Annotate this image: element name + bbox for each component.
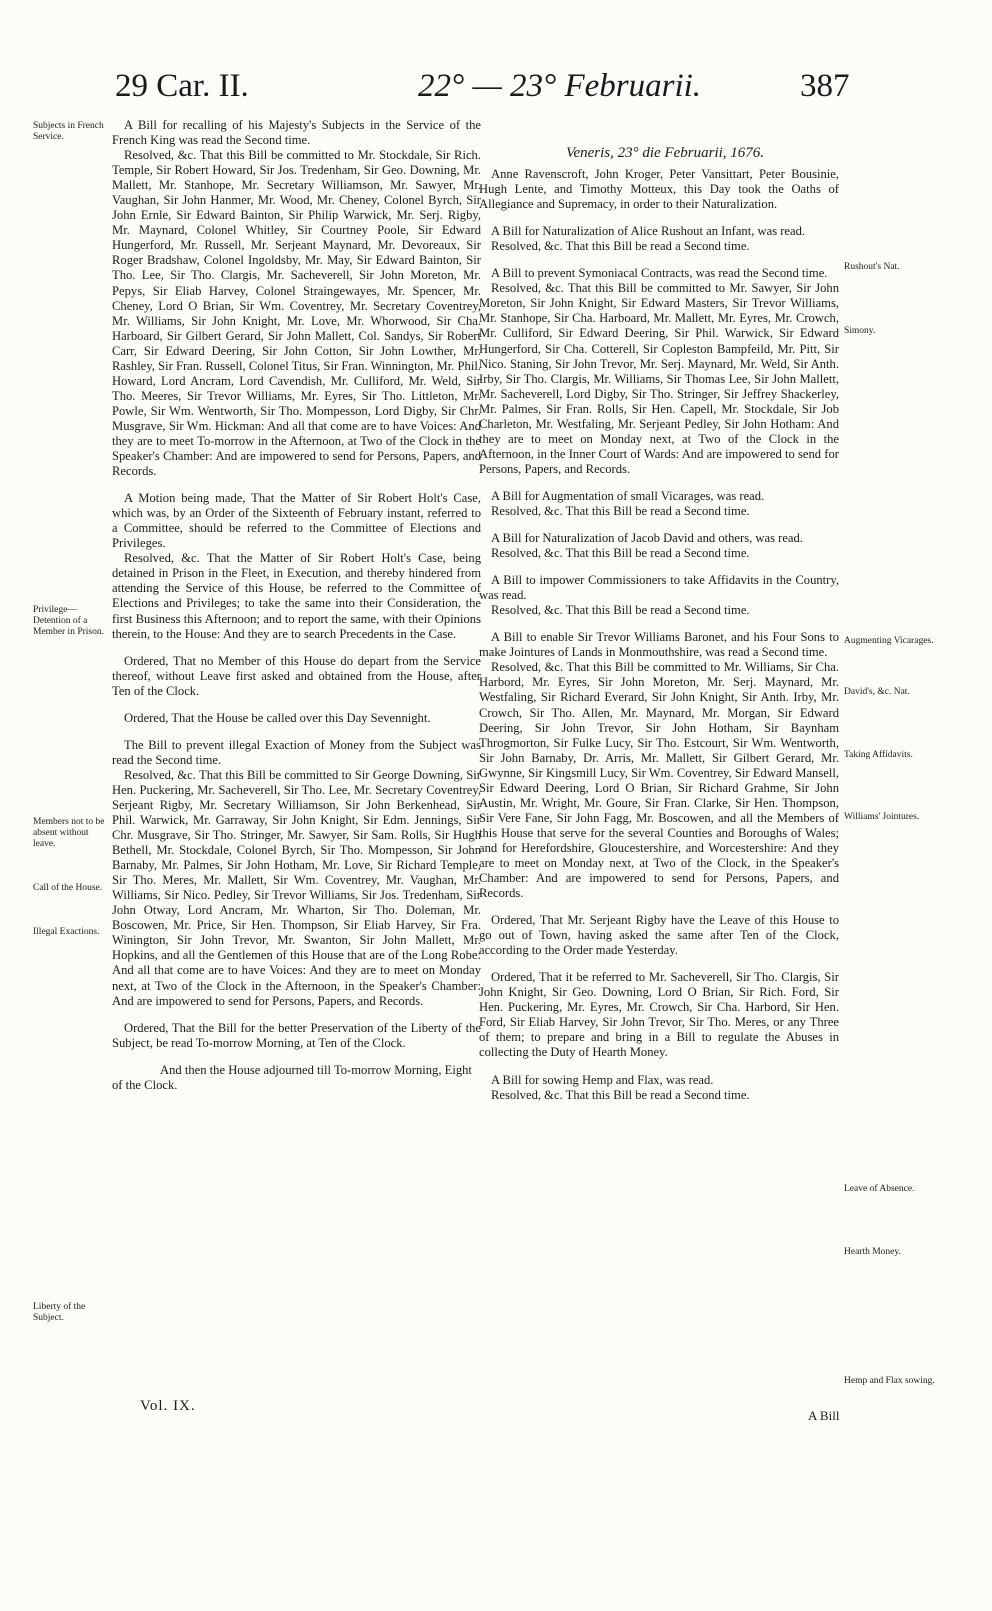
margin-note: Subjects in French Service. [33,121,104,142]
margin-note: Illegal Exactions. [33,927,100,937]
right-column [479,146,839,1115]
paragraph: Resolved, &c. That this Bill be committed to Sir George Downing, Sir Hen. Puckering, Mr. Sacheverell, Sir Tho. Lee, Mr. Secretary Coventrey, Serjeant Rigby, Mr. Secretary Williamson, Sir John Berkenhead, Sir Phil. Warwick, Mr. Garraway, Sir John Knight, Sir Edm. Jennings, Sir Chr. Musgrave, Sir Tho. Stringer, Mr. Sawyer, Sir Sam. Rolls, Sir Hugh Bethell, Mr. Stockdale, Colonel Byrch, Sir Tho. Mompesson, Sir John Barnaby, Mr. Palmes, Sir John Hotham, Mr. Love, Sir Richard Temple, Sir Tho. Meres, Mr. Mallett, Sir Wm. Coventrey, Mr. Vaughan, Mr. Williams, Sir Nico. Pedley, Sir Trevor Williams, Sir Jos. Tredenham, Sir John Otway, Lord Ancram, Mr. Wharton, Sir Tho. Doleman, Mr. Boscowen, Mr. Price, Sir Hen. Thompson, Sir Eliab Harvey, Sir Fra. Winington, Sir John Trevor, Mr. Swanton, Sir John Mallett, Mr. Hopkins, and all the Gentlemen of this House that are of the Long Robe: And all that come are to have Voices: And they are to meet on Monday next, at Two of the Clock in the Afternoon, in the Speaker's Chamber: And are impowered to send for Persons, Papers, and Records. [112,767,481,1008]
running-header-reign: 29 Car. II. [115,68,249,104]
paragraph: A Motion being made, That the Matter of Sir Robert Holt's Case, which was, by an Order of the Sixteenth of February instant, referred to a Committee, should be referred to the Committee of Elections and Privileges. [112,491,481,551]
paragraph: Resolved, &c. That this Bill be committed to Mr. Stockdale, Sir Rich. Temple, Sir Robert Howard, Sir Jos. Tredenham, Sir Geo. Downing, Mr. Mallett, Mr. Stanhope, Mr. Secretary Williamson, Mr. Sawyer, Mr. Vaughan, Sir John Hanmer, Mr. Wood, Mr. Cheney, Colonel Byrch, Sir John Ernle, Sir Edward Bainton, Sir Philip Warwick, Mr. Serj. Rigby, Mr. Maynard, Colonel Whitley, Sir Courtney Poole, Sir Edward Hungerford, Mr. Russell, Mr. Serjeant Maynard, Mr. Devoreaux, Sir Roger Bradshaw, Colonel Ingoldsby, Mr. May, Sir Edward Bainton, Sir Tho. Lee, Sir Tho. Clargis, Mr. Sacheverell, Sir John Moreton, Mr. Pepys, Sir Eliab Harvey, Colonel Straingewayes, Mr. Spencer, Mr. Cheney, Lord O Brian, Sir Wm. Coventrey, Mr. Secretary Coventrey, Mr. Williams, Sir John Knight, Mr. Love, Mr. Whorwood, Sir Cha. Harboard, Sir Gilbert Gerard, Sir John Mallett, Col. Sandys, Sir Robert Carr, Sir Edward Deering, Sir John Cotton, Sir John Lowther, Mr. Rashley, Sir Fran. Russell, Colonel Titus, Sir Fran. Winnington, Mr. Phil. Howard, Lord Ancram, Lord Cavendish, Mr. Culliford, Mr. Weld, Sir Tho. Meeres, Sir Trevor Williams, Mr. Eyres, Sir Tho. Littleton, Mr. Powle, Sir Wm. Wentworth, Sir Tho. Mompesson, Lord Digby, Sir Chr. Musgrave, Sir Wm. Hickman: And all that come are to have Voices: And they are to meet To-morrow in the Afternoon, at Two of the Clock in the Speaker's Chamber: And are impowered to send for Persons, Papers, and Records. [112,148,481,479]
paragraph: A Bill to impower Commissioners to take Affidavits in the Country, was read. [479,573,839,603]
paragraph: Resolved, &c. That this Bill be read a Second time. [491,503,750,518]
margin-note: Call of the House. [33,883,103,893]
paragraph: Resolved, &c. That the Matter of Sir Robert Holt's Case, being detained in Prison in the Fleet, in Execution, and thereby hindered from attending the Service of this House, be referred to the Committee of Elections and Privileges; to take the same into their Consideration, the first Business this Afternoon; and to report the same, with their Opinions therein, to the House: And they are to search Precedents in the Case. [112,551,481,641]
paragraph: Ordered, That the Bill for the better Preservation of the Liberty of the Subject, be read To-morrow Morning, at Ten of the Clock. [112,1020,481,1050]
margin-note: David's, &c. Nat. [844,687,910,697]
dateline: Veneris, 23° die Februarii, 1676. [565,145,765,161]
paragraph: Resolved, &c. That this Bill be read a Second time. [491,546,750,561]
margin-note: Rushout's Nat. [844,262,900,272]
paragraph: A Bill for Augmentation of small Vicarages, was read. [491,488,765,503]
paragraph: Resolved, &c. That this Bill be read a Second time. [491,1087,750,1102]
paragraph: A Bill for recalling of his Majesty's Subjects in the Service of the French King was read the Second time. [112,118,481,148]
page-number: 387 [800,68,850,104]
catchword: A Bill [808,1408,840,1423]
margin-note: Williams' Jointures. [844,812,920,822]
paragraph: Resolved, &c. That this Bill be committed to Mr. Williams, Sir Cha. Harbord, Mr. Eyres, Sir John Moreton, Mr. Serj. Maynard, Mr. Westfaling, Sir Richard Everard, Sir John Knight, Sir Anth. Irby, Mr. Crowch, Sir Tho. Allen, Mr. Maynard, Mr. Morgan, Sir Edward Deering, Sir John Trevor, Sir John Hotham, Sir Baynham Throgmorton, Sir Fulke Lucy, Sir Tho. Estcourt, Sir Wm. Wentworth, Sir John Barnaby, Dr. Arris, Mr. Mallett, Sir Gilbert Gerard, Mr. Gwynne, Sir Kingsmill Lucy, Sir Wm. Coventrey, Sir Edward Mansell, Sir Edward Deering, Lord O Brian, Sir Richard Grahme, Sir John Austin, Mr. Wright, Mr. Goure, Sir Fran. Clarke, Sir Hen. Thompson, Sir Vere Fane, Sir John Fagg, Mr. Boscowen, and all the Members of this House that serve for the several Counties and Boroughs of Wales; and for Herefordshire, Gloucestershire, and Worcestershire: And they are to meet on Monday next, at Two of the Clock, in the Speaker's Chamber: And are impowered to send for Persons, Papers, and Records. [479,660,839,901]
paragraph: Anne Ravenscroft, John Kroger, Peter Vansittart, Peter Bousinie, Hugh Lente, and Timothy Motteux, this Day took the Oaths of Allegiance and Supremacy, in order to their Naturalization. [479,167,839,212]
paragraph: The Bill to prevent illegal Exaction of Money from the Subject was read the Second time. [112,737,481,767]
running-header-dates: 22° — 23° Februarii. [418,68,702,104]
margin-note: Privilege— Detention of a Member in Prison. [33,605,104,637]
margin-note: Hearth Money. [844,1247,901,1257]
left-column [112,118,481,1105]
paragraph: Ordered, That it be referred to Mr. Sacheverell, Sir Tho. Clargis, Sir John Knight, Sir Geo. Downing, Lord O Brian, Sir Rich. Ford, Sir Hen. Puckering, Mr. Eyres, Mr. Crowch, Sir Cha. Harbord, Sir Hen. Ford, Sir Eliab Harvey, Sir John Trevor, Sir Tho. Meres, or any Three of them; to prepare and bring in a Bill to regulate the Abuses in collecting the Duty of Hearth Money. [479,970,839,1060]
paragraph: A Bill to enable Sir Trevor Williams Baronet, and his Four Sons to make Jointures of Lands in Monmouthshire, was read a Second time. [479,630,839,660]
margin-note: Simony. [844,326,876,336]
paragraph: And then the House adjourned till To-morrow Morning, Eight of the Clock. [112,1062,472,1092]
paragraph: A Bill for Naturalization of Alice Rushout an Infant, was read. [491,224,806,239]
margin-note: Hemp and Flax sowing. [844,1376,935,1386]
paragraph: A Bill for Naturalization of Jacob David and others, was read. [491,531,803,546]
paragraph: Resolved, &c. That this Bill be read a Second time. [491,603,750,618]
margin-note: Augmenting Vicarages. [844,636,934,646]
margin-note: Taking Affidavits. [844,750,913,760]
paragraph: Ordered, That Mr. Serjeant Rigby have the Leave of this House to go out of Town, having asked the same after Ten of the Clock, according to the Order made Yesterday. [479,913,839,958]
paragraph: Ordered, That the House be called over this Day Sevennight. [124,710,431,725]
margin-note: Liberty of the Subject. [33,1302,86,1323]
margin-note: Members not to be absent without leave. [33,817,105,849]
paragraph: Ordered, That no Member of this House do depart from the Service thereof, without Leave first asked and obtained from the House, after Ten of the Clock. [112,653,481,698]
paragraph: Resolved, &c. That this Bill be read a Second time. [491,239,750,254]
paragraph: Resolved, &c. That this Bill be committed to Mr. Sawyer, Sir John Moreton, Sir John Knight, Sir Edward Masters, Sir Trevor Williams, Mr. Stanhope, Sir Cha. Harboard, Mr. Mallett, Mr. Eyres, Mr. Crowch, Mr. Culliford, Sir Edward Deering, Sir Phil. Warwick, Sir Edward Hungerford, Sir Cha. Cotterell, Sir Copleston Bampfeild, Mr. Pitt, Sir Nico. Staning, Sir John Trevor, Mr. Serj. Maynard, Mr. Weld, Sir Anth. Irby, Sir Tho. Clargis, Mr. Williams, Sir Thomas Lee, Sir John Mallett, Mr. Sacheverell, Lord Digby, Sir Tho. Stringer, Sir Jeffrey Shackerley, Mr. Palmes, Sir Fran. Rolls, Sir Hen. Capell, Mr. Stockdale, Sir Job Charleton, Mr. Westfaling, Mr. Serjeant Pedley, Sir John Hotham: And they are to meet on Monday next, at Two of the Clock in the Afternoon, in the Inner Court of Wards: And are impowered to send for Persons, Papers, and Records. [479,281,839,476]
volume-signature: Vol. IX. [140,1398,196,1414]
margin-note: Leave of Absence. [844,1184,915,1194]
paragraph: A Bill for sowing Hemp and Flax, was read. [491,1072,714,1087]
paragraph: A Bill to prevent Symoniacal Contracts, was read the Second time. [491,266,828,281]
